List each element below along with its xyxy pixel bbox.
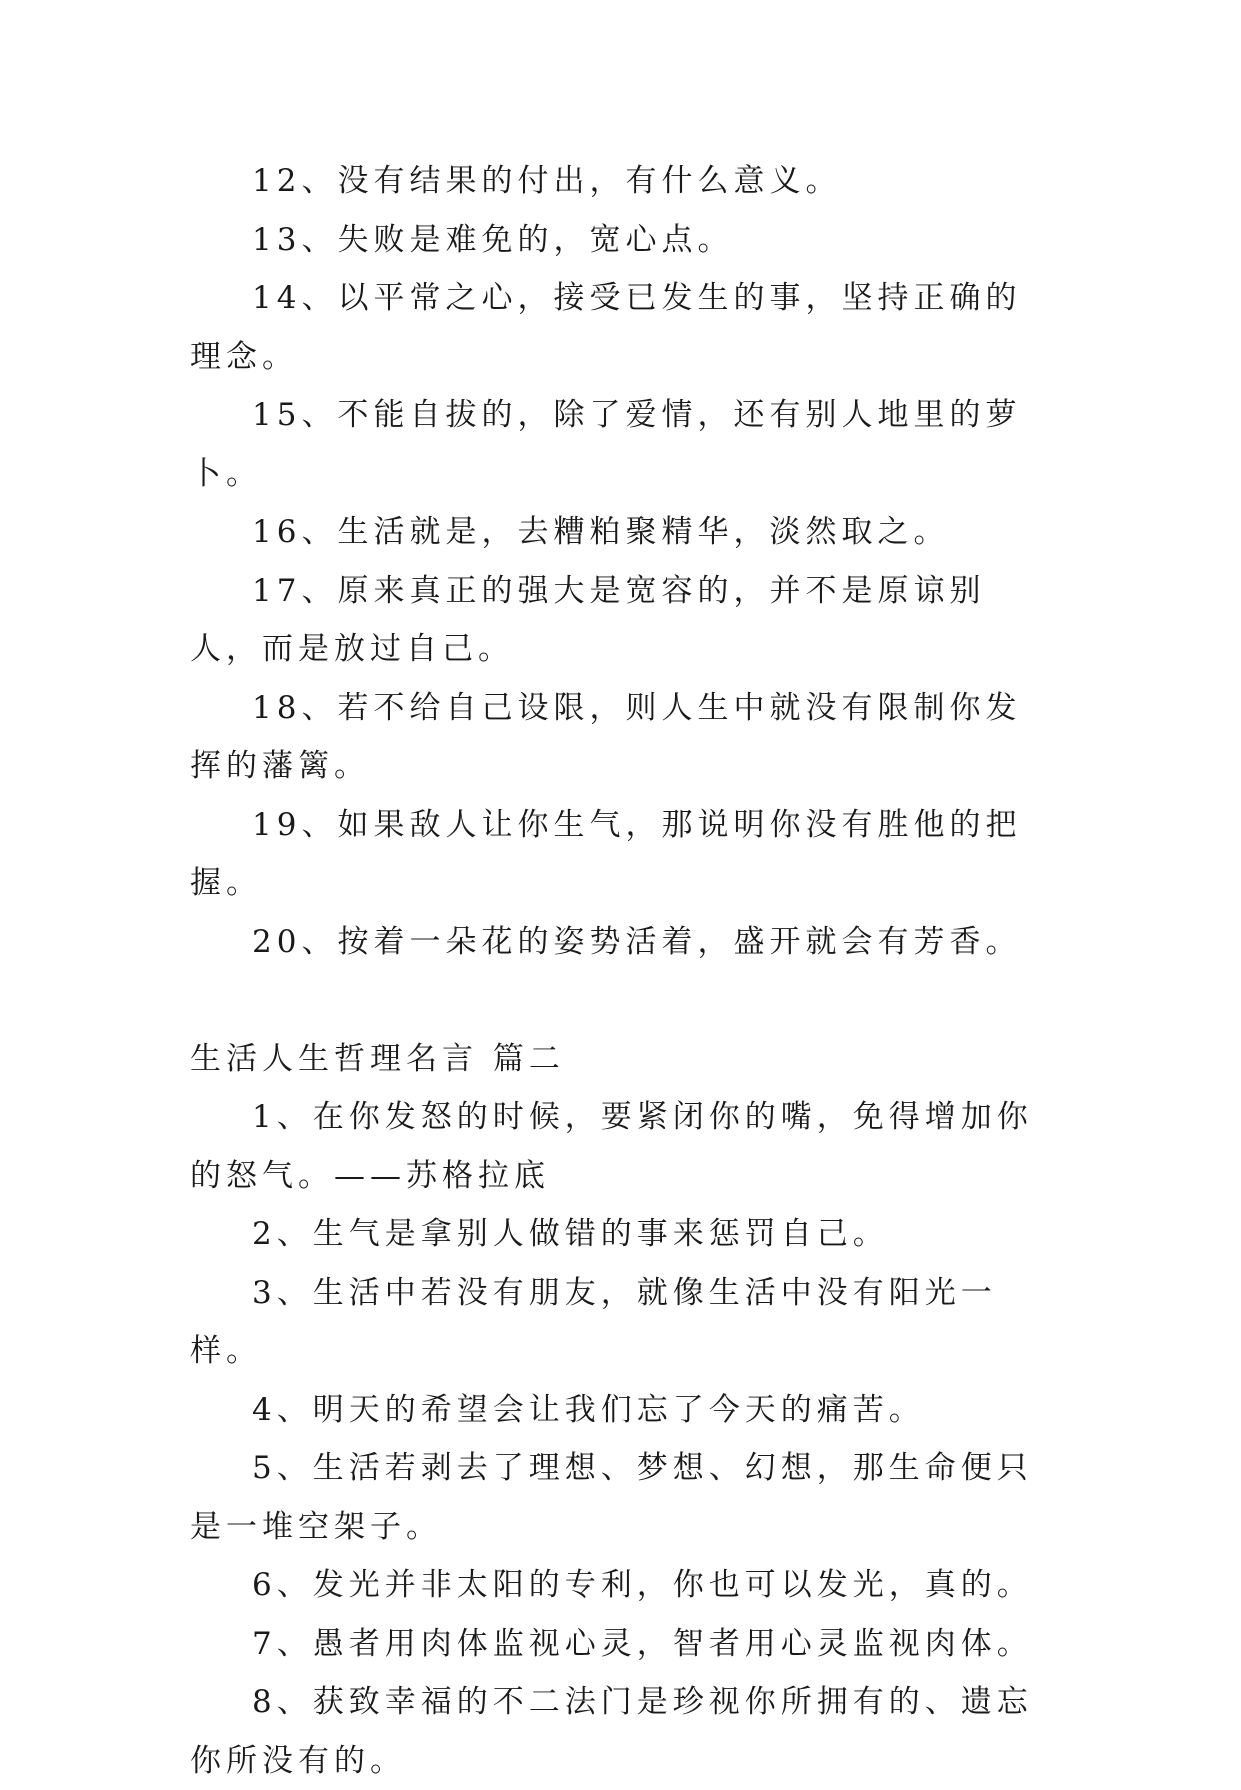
document-body [190, 152, 1050, 1790]
quote-item: 16、生活就是，去糟粕聚精华，淡然取之。 [252, 514, 950, 550]
quote-item: 13、失败是难免的，宽心点。 [252, 221, 734, 258]
quote-item: 18、若不给自己设限，则人生中就没有限制你发挥的藩篱。 [190, 689, 1022, 784]
quote-item: 7、愚者用肉体监视心灵，智者用心灵监视肉体。 [252, 1625, 1033, 1662]
quote-item: 5、生活若剥去了理想、梦想、幻想，那生命便只是一堆空架子。 [190, 1450, 1033, 1545]
section-heading: 生活人生哲理名言 篇二 [190, 1040, 565, 1077]
quote-item: 20、按着一朵花的姿势活着，盛开就会有芳香。 [252, 923, 1022, 960]
quote-item: 1、在你发怒的时候，要紧闭你的嘴，免得增加你的怒气。——苏格拉底 [190, 1099, 1033, 1194]
quote-item: 19、如果敌人让你生气，那说明你没有胜他的把握。 [190, 806, 1022, 901]
quote-item: 3、生活中若没有朋友，就像生活中没有阳光一样。 [190, 1274, 997, 1369]
quote-item: 15、不能自拔的，除了爱情，还有别人地里的萝卜。 [190, 397, 1022, 492]
quote-item: 2、生气是拿别人做错的事来惩罚自己。 [252, 1216, 889, 1252]
quote-item: 17、原来真正的强大是宽容的，并不是原谅别人，而是放过自己。 [190, 572, 986, 667]
quote-item: 4、明天的希望会让我们忘了今天的痛苦。 [252, 1391, 925, 1428]
quote-item: 8、获致幸福的不二法门是珍视你所拥有的、遗忘你所没有的。 [190, 1684, 1033, 1779]
quote-item: 14、以平常之心，接受已发生的事，坚持正确的理念。 [190, 280, 1022, 375]
quote-item: 12、没有结果的付出，有什么意义。 [252, 163, 842, 199]
quote-item: 6、发光并非太阳的专利，你也可以发光，真的。 [252, 1567, 1033, 1603]
